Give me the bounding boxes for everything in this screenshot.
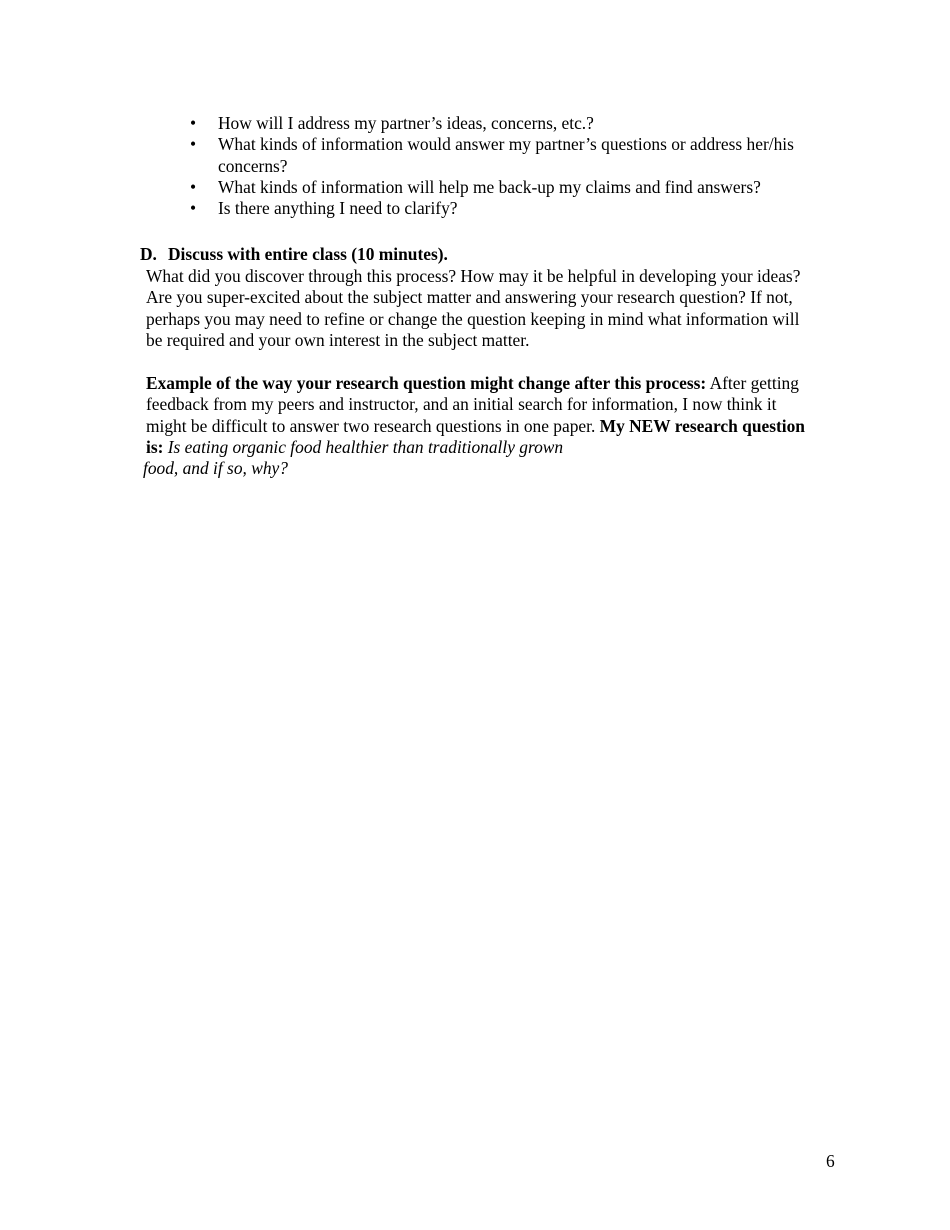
bullet-icon: • xyxy=(190,198,197,219)
example-text: After getting feedback from my peers and instructor, and an initial search for information, I now think it might be difficult to answer two research questions in one paper. xyxy=(146,373,799,436)
bullet-item xyxy=(190,134,850,177)
bullet-text: What kinds of information would answer my partner’s questions or address her/his concerns? xyxy=(218,134,794,176)
section-heading-text: Discuss with entire class (10 minutes). xyxy=(168,244,448,264)
bullet-item xyxy=(190,198,850,219)
bullet-text: How will I address my partner’s ideas, concerns, etc.? xyxy=(218,113,594,133)
bullet-icon: • xyxy=(190,134,197,155)
new-question-text: Is eating organic food healthier than traditionally grown xyxy=(167,436,564,457)
section-d-heading xyxy=(140,244,448,265)
bullet-icon: • xyxy=(190,176,197,197)
bullet-item xyxy=(190,177,850,198)
bullet-text: What kinds of information will help me back-up my claims and find answers? xyxy=(218,176,761,197)
new-question-text-continued: food, and if so, why? xyxy=(143,458,288,479)
bullet-text: Is there anything I need to clarify? xyxy=(218,198,458,219)
section-d-body: What did you discover through this process? How may it be helpful in developing your ideas? Are you super-excited about the subject matter and answering your research question? If not, perhaps you may need to refine or change the question keeping in mind what information will be required and your own interest in the subject matter. xyxy=(146,266,801,350)
question-bullet-list xyxy=(190,113,850,219)
example-paragraph xyxy=(143,373,818,479)
bullet-icon: • xyxy=(190,113,197,133)
bullet-item xyxy=(190,113,850,134)
page-number: 6 xyxy=(826,1151,835,1171)
new-question-label: My NEW research question is: xyxy=(146,415,805,457)
example-lead: Example of the way your research question might change after this process: xyxy=(146,373,707,393)
section-letter: D. xyxy=(140,244,157,264)
